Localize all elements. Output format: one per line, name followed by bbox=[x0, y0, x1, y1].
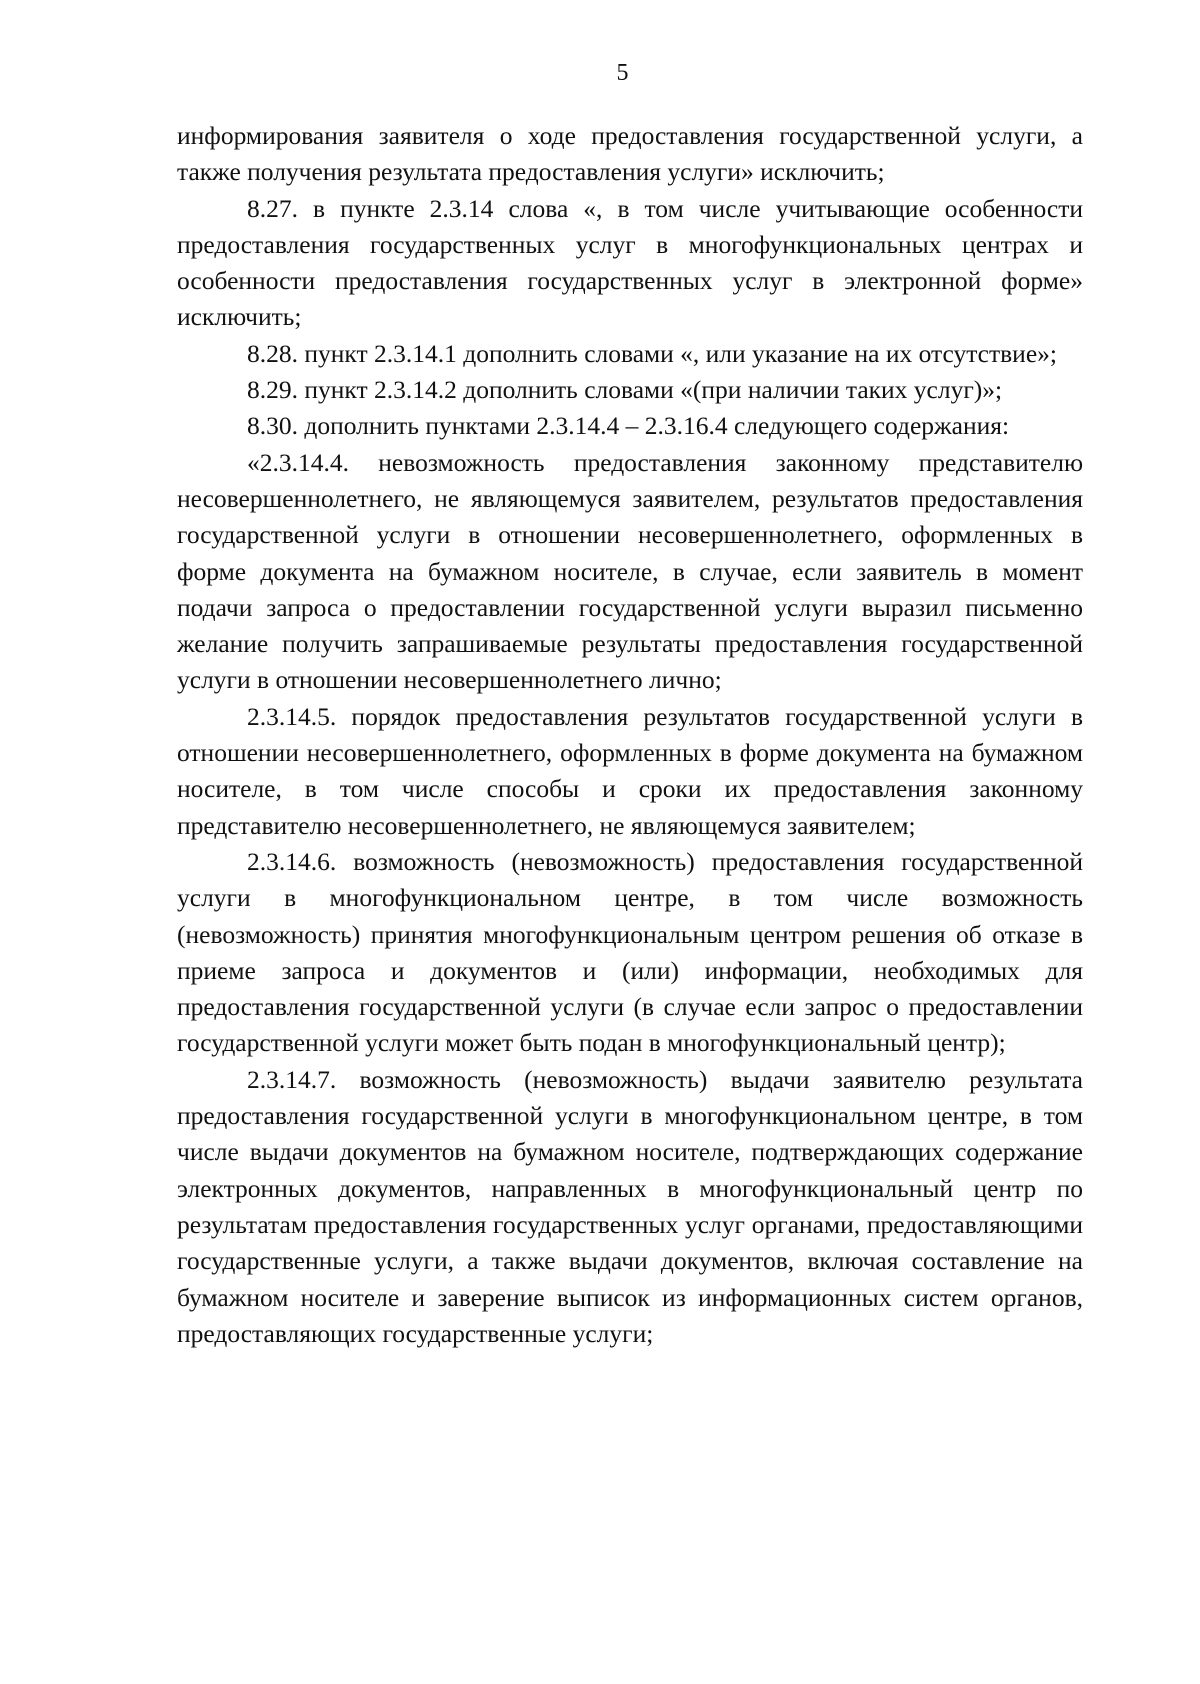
paragraph-2-3-14-7: 2.3.14.7. возможность (невозможность) выдачи заявителю результата предоставления государственной услуги в многофункциональном центре, в том числе выдачи документов на бумажном носителе, подтверждающих содержание электронных документов, направленных в многофункциональный центр по результатам предоставления государственных услуг органами, предоставляющими государственные услуги, а также выдачи документов, включая составление на бумажном носителе и заверение выписок из информационных систем органов, предоставляющих государственные услуги; bbox=[177, 1064, 1083, 1348]
paragraph-8-28: 8.28. пункт 2.3.14.1 дополнить словами «, или указание на их отсутствие»; bbox=[247, 338, 1057, 368]
paragraph-8-27: 8.27. в пункте 2.3.14 слова «, в том числе учитывающие особенности предоставления государственных услуг в многофункциональных центрах и особенности предоставления государственных услуг в электронной форме» исключить; bbox=[177, 193, 1083, 332]
paragraph-continuation: информирования заявителя о ходе предоставления государственной услуги, а также получения результата предоставления услуги» исключить; bbox=[177, 121, 1083, 187]
paragraph-8-29: 8.29. пункт 2.3.14.2 дополнить словами «(при наличии таких услуг)»; bbox=[247, 375, 1003, 405]
paragraph-2-3-14-5: 2.3.14.5. порядок предоставления результатов государственной услуги в отношении несовершеннолетнего, оформленных в форме документа на бумажном носителе, в том числе способы и сроки их предоставления законному представителю несовершеннолетнего, не являющемуся заявителем; bbox=[177, 701, 1083, 840]
page-number: 5 bbox=[616, 60, 629, 86]
paragraph-2-3-14-4: «2.3.14.4. невозможность предоставления законному представителю несовершеннолетнего, не являющемуся заявителем, результатов предоставления государственной услуги в отношении несовершеннолетнего, оформленных в форме документа на бумажном носителе, в случае, если заявитель в момент подачи запроса о предоставлении государственной услуги выразил письменно желание получить запрашиваемые результаты предоставления государственной услуги в отношении несовершеннолетнего лично; bbox=[177, 447, 1083, 695]
paragraph-2-3-14-6: 2.3.14.6. возможность (невозможность) предоставления государственной услуги в многофункциональном центре, в том числе возможность (невозможность) принятия многофункциональным центром решения об отказе в приеме запроса и документов и (или) информации, необходимых для предоставления государственной услуги (в случае если запрос о предоставлении государственной услуги может быть подан в многофункциональный центр); bbox=[177, 846, 1083, 1058]
paragraph-8-30: 8.30. дополнить пунктами 2.3.14.4 – 2.3.16.4 следующего содержания: bbox=[247, 411, 1010, 441]
document-body bbox=[177, 118, 1083, 1352]
